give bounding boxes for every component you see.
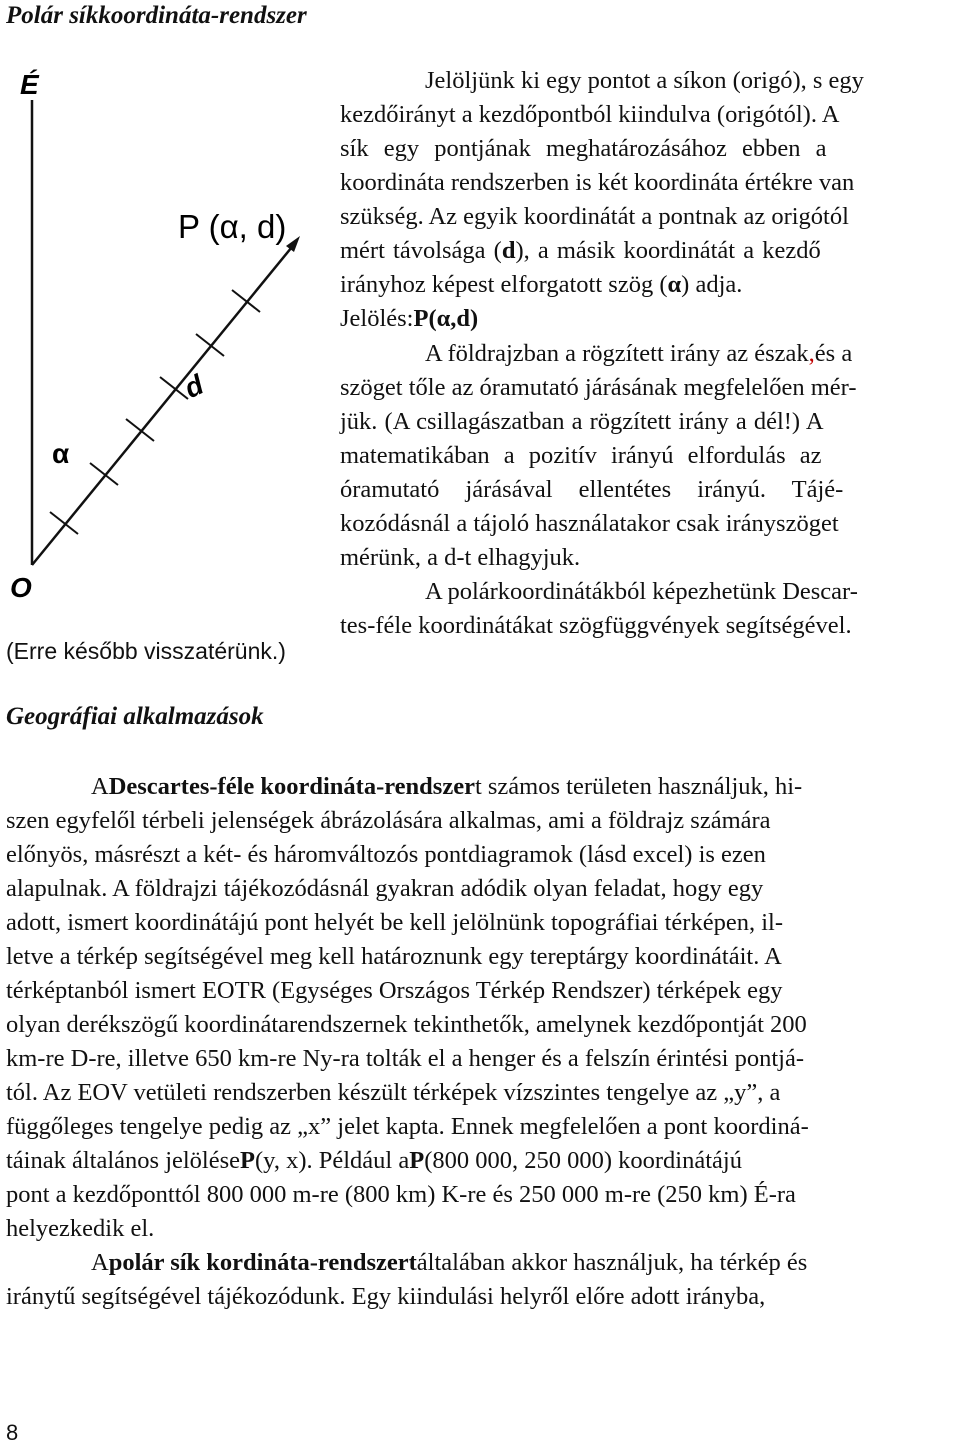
angle-label: α <box>52 438 70 469</box>
text-line: A földrajzban a rögzített irány az észak , és a <box>425 340 853 367</box>
body-line: A Descartes-féle koordináta-rendszer t számos területen használjuk, hi- <box>91 773 803 800</box>
body-line: letve a térkép segítségével meg kell határoznunk egy tereptárgy koordinátáit. A <box>6 943 782 970</box>
body-line: tól. Az EOV vetületi rendszerben készült térképek vízszintes tengelye az „y”, a <box>6 1079 781 1106</box>
body-line: iránytű segítségével tájékozódunk. Egy kiindulási helyről előre adott irányba, <box>6 1283 766 1310</box>
body-line: előnyös, másrészt a két- és háromváltozós pontdiagramok (lásd excel) is ezen <box>6 841 766 868</box>
body-line: szen egyfelől térbeli jelenségek ábrázolására alkalmas, ami a földrajz számára <box>6 807 771 834</box>
body-line: függőleges tengelye pedig az „x” jelet kapta. Ennek megfelelően a pont koordiná- <box>6 1113 809 1140</box>
section-title-geographic: Geográfiai alkalmazások <box>6 703 264 730</box>
tick-marks <box>50 290 260 534</box>
text-line: mérünk, a d-t elhagyjuk. <box>340 544 581 571</box>
page-number: 8 <box>6 1420 19 1445</box>
body-line: helyezkedik el. <box>6 1215 155 1242</box>
polar-diagram <box>0 60 335 620</box>
tick-mark <box>232 290 260 312</box>
text-line: koordináta rendszerben is két koordináta értékre van <box>340 169 855 196</box>
text-line: mért távolsága ( d ), a másik koordinátát a kezdő <box>340 237 821 264</box>
body-line: alapulnak. A földrajzi tájékozódásnál gyakran adódik olyan feladat, hogy egy <box>6 875 764 902</box>
radius-line <box>32 242 296 565</box>
point-label: P (α, d) <box>178 208 287 245</box>
diagram-caption: (Erre később visszatérünk.) <box>6 638 286 664</box>
text-line: matematikában a pozitív irányú elfordulás az <box>340 442 822 469</box>
body-line: pont a kezdőponttól 800 000 m-re (800 km) K-re és 250 000 m-re (250 km) É-ra <box>6 1181 796 1208</box>
section-title-polar: Polár síkkoordináta-rendszer <box>6 2 307 29</box>
body-line: táinak általános jelölése P (y, x). Például a P (800 000, 250 000) koordinátájú <box>6 1147 742 1174</box>
distance-label: d <box>179 368 209 405</box>
arrow-head-icon <box>286 236 300 252</box>
text-line: szükség. Az egyik koordinátát a pontnak az origótól <box>340 203 849 230</box>
text-line: sík egy pontjának meghatározásához ebben a <box>340 135 827 162</box>
text-line: irányhoz képest elforgatott szög ( α ) adja. <box>340 271 743 298</box>
text-line: szöget tőle az óramutató járásának megfelelően mér- <box>340 374 857 401</box>
text-line: kezdőirányt a kezdőpontból kiindulva (origótól). A <box>340 101 840 128</box>
tick-mark <box>196 334 224 356</box>
text-line: Jelöljünk ki egy pontot a síkon (origó), s egy <box>425 67 864 94</box>
text-line: kozódásnál a tájoló használatakor csak irányszöget <box>340 510 839 537</box>
notation-line: Jelölés: P(α,d) <box>340 305 479 332</box>
text-line: A polárkoordinátákból képezhetünk Descar- <box>425 578 858 605</box>
body-line: A polár sík kordináta-rendszert általában akkor használjuk, ha térkép és <box>91 1249 808 1276</box>
north-label: É <box>20 69 39 100</box>
body-line: adott, ismert koordinátájú pont helyét be kell jelölnünk topográfiai térképen, il- <box>6 909 783 936</box>
body-line: olyan derékszögű koordinátarendszernek tekinthetők, amelynek kezdőpontját 200 <box>6 1011 807 1038</box>
body-line: térképtanból ismert EOTR (Egységes Országos Térkép Rendszer) térképek egy <box>6 977 783 1004</box>
text-line: óramutató járásával ellentétes irányú. Tájé- <box>340 476 844 503</box>
body-line: km-re D-re, illetve 650 km-re Ny-ra tolták el a henger és a felszín érintési pontjá- <box>6 1045 804 1072</box>
origin-label: O <box>10 572 32 603</box>
text-line: jük. (A csillagászatban a rögzített irány a dél!) A <box>340 408 824 435</box>
text-line: tes-féle koordinátákat szögfüggvények segítségével. <box>340 612 852 639</box>
